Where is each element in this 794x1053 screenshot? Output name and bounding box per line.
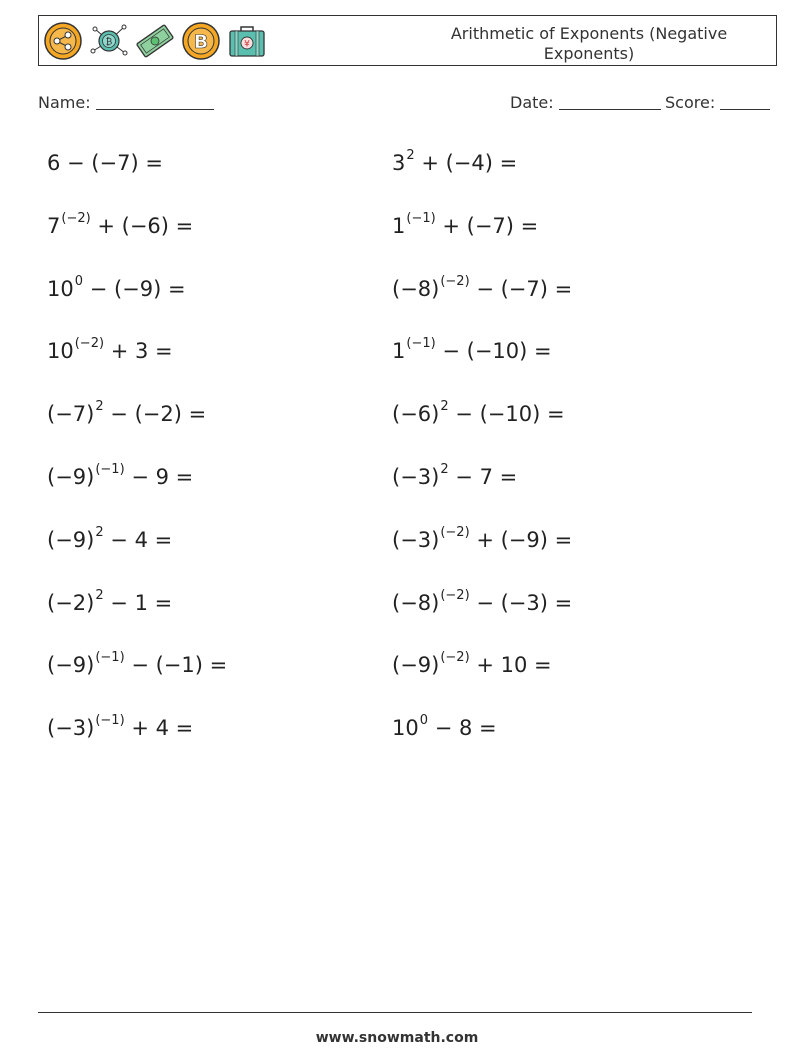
problem-base: (−3) bbox=[392, 528, 440, 552]
problem-rest: + 4 = bbox=[124, 716, 194, 740]
problem-rest: + (−4) = bbox=[414, 151, 518, 175]
problem-exponent: (−1) bbox=[406, 336, 436, 351]
problem-right-10 bbox=[392, 715, 497, 741]
problem-right-1 bbox=[392, 150, 517, 176]
header-icons bbox=[43, 21, 267, 61]
worksheet-title: Arithmetic of Exponents (Negative Exponents) bbox=[450, 24, 728, 63]
problem-rest: − (−3) = bbox=[469, 591, 573, 615]
problem-base: (−9) bbox=[47, 465, 95, 489]
yen-briefcase-icon bbox=[227, 21, 267, 61]
bitcoin-network-icon bbox=[89, 21, 129, 61]
problem-rest: − (−1) = bbox=[124, 653, 228, 677]
problem-exponent: 2 bbox=[95, 525, 104, 540]
problem-right-8 bbox=[392, 590, 572, 616]
date-field[interactable] bbox=[510, 93, 661, 112]
svg-text:¥: ¥ bbox=[244, 39, 250, 50]
problem-base: 7 bbox=[47, 214, 61, 238]
name-blank[interactable] bbox=[96, 95, 214, 110]
problem-left-8 bbox=[47, 590, 172, 616]
problem-exponent: (−2) bbox=[440, 525, 470, 540]
problem-base: 3 bbox=[392, 151, 406, 175]
problem-right-5 bbox=[392, 401, 565, 427]
problem-rest: + (−7) = bbox=[435, 214, 539, 238]
problem-base: (−3) bbox=[47, 716, 95, 740]
problem-base: 10 bbox=[47, 339, 74, 363]
problem-exponent: (−1) bbox=[406, 211, 436, 226]
problem-left-2 bbox=[47, 213, 193, 239]
bitcoin-coin-icon bbox=[181, 21, 221, 61]
problem-base: (−2) bbox=[47, 591, 95, 615]
problem-rest: + 10 = bbox=[469, 653, 552, 677]
problem-right-2 bbox=[392, 213, 538, 239]
problem-left-1 bbox=[47, 150, 163, 176]
problem-exponent: 2 bbox=[95, 588, 104, 603]
date-label: Date: bbox=[510, 93, 554, 112]
problem-right-4 bbox=[392, 338, 552, 364]
problem-base: 1 bbox=[392, 339, 406, 363]
worksheet-header bbox=[38, 15, 777, 66]
problem-rest: − (−10) = bbox=[448, 402, 565, 426]
problem-exponent: (−2) bbox=[61, 211, 91, 226]
problem-base: (−3) bbox=[392, 465, 440, 489]
problem-base: (−6) bbox=[392, 402, 440, 426]
problem-rest: − 1 = bbox=[103, 591, 173, 615]
problem-exponent: 0 bbox=[74, 274, 84, 289]
problem-exponent: 2 bbox=[440, 399, 449, 414]
problem-base: 6 − (−7) = bbox=[47, 151, 163, 175]
problem-base: (−9) bbox=[392, 653, 440, 677]
problem-rest: − (−2) = bbox=[103, 402, 207, 426]
score-field[interactable] bbox=[665, 93, 770, 112]
problem-rest: + 3 = bbox=[104, 339, 173, 363]
name-field[interactable] bbox=[38, 93, 214, 112]
problem-exponent: 0 bbox=[419, 713, 429, 728]
problem-right-6 bbox=[392, 464, 517, 490]
problem-base: (−9) bbox=[47, 653, 95, 677]
problem-rest: − 4 = bbox=[103, 528, 173, 552]
problem-base: (−9) bbox=[47, 528, 95, 552]
problem-base: 10 bbox=[47, 277, 74, 301]
problem-left-4 bbox=[47, 338, 173, 364]
problem-base: (−7) bbox=[47, 402, 95, 426]
problem-rest: + (−6) = bbox=[90, 214, 194, 238]
problem-left-6 bbox=[47, 464, 193, 490]
problem-rest: − (−10) = bbox=[435, 339, 552, 363]
problem-exponent: 2 bbox=[95, 399, 104, 414]
problem-right-9 bbox=[392, 652, 552, 678]
problem-exponent: (−2) bbox=[440, 274, 470, 289]
problem-base: (−8) bbox=[392, 591, 440, 615]
footer-url: www.snowmath.com bbox=[315, 1030, 479, 1046]
banknote-icon bbox=[135, 21, 175, 61]
problem-left-5 bbox=[47, 401, 206, 427]
name-label: Name: bbox=[38, 93, 91, 112]
problem-rest: − (−9) = bbox=[83, 277, 186, 301]
problem-base: 1 bbox=[392, 214, 406, 238]
problem-left-3 bbox=[47, 276, 186, 302]
share-coin-icon bbox=[43, 21, 83, 61]
problem-rest: − 7 = bbox=[448, 465, 518, 489]
problem-rest: − 9 = bbox=[124, 465, 194, 489]
problem-left-10 bbox=[47, 715, 193, 741]
score-blank[interactable] bbox=[720, 95, 770, 110]
problem-right-3 bbox=[392, 276, 572, 302]
problem-exponent: (−1) bbox=[95, 462, 125, 477]
problem-rest: − (−7) = bbox=[469, 277, 573, 301]
footer-divider bbox=[38, 1012, 752, 1013]
problem-left-9 bbox=[47, 652, 227, 678]
svg-text:₿: ₿ bbox=[105, 37, 113, 48]
problem-exponent: (−2) bbox=[74, 336, 105, 351]
date-blank[interactable] bbox=[559, 95, 661, 110]
problem-exponent: (−2) bbox=[440, 650, 470, 665]
problem-exponent: 2 bbox=[406, 148, 415, 163]
problem-left-7 bbox=[47, 527, 172, 553]
problem-rest: + (−9) = bbox=[469, 528, 573, 552]
score-label: Score: bbox=[665, 93, 716, 112]
problem-rest: − 8 = bbox=[428, 716, 497, 740]
problem-exponent: (−1) bbox=[95, 713, 125, 728]
problem-base: 10 bbox=[392, 716, 419, 740]
problem-exponent: (−2) bbox=[440, 588, 470, 603]
problem-exponent: (−1) bbox=[95, 650, 125, 665]
problem-base: (−8) bbox=[392, 277, 440, 301]
svg-text:B: B bbox=[193, 31, 209, 53]
problem-exponent: 2 bbox=[440, 462, 449, 477]
problem-right-7 bbox=[392, 527, 572, 553]
